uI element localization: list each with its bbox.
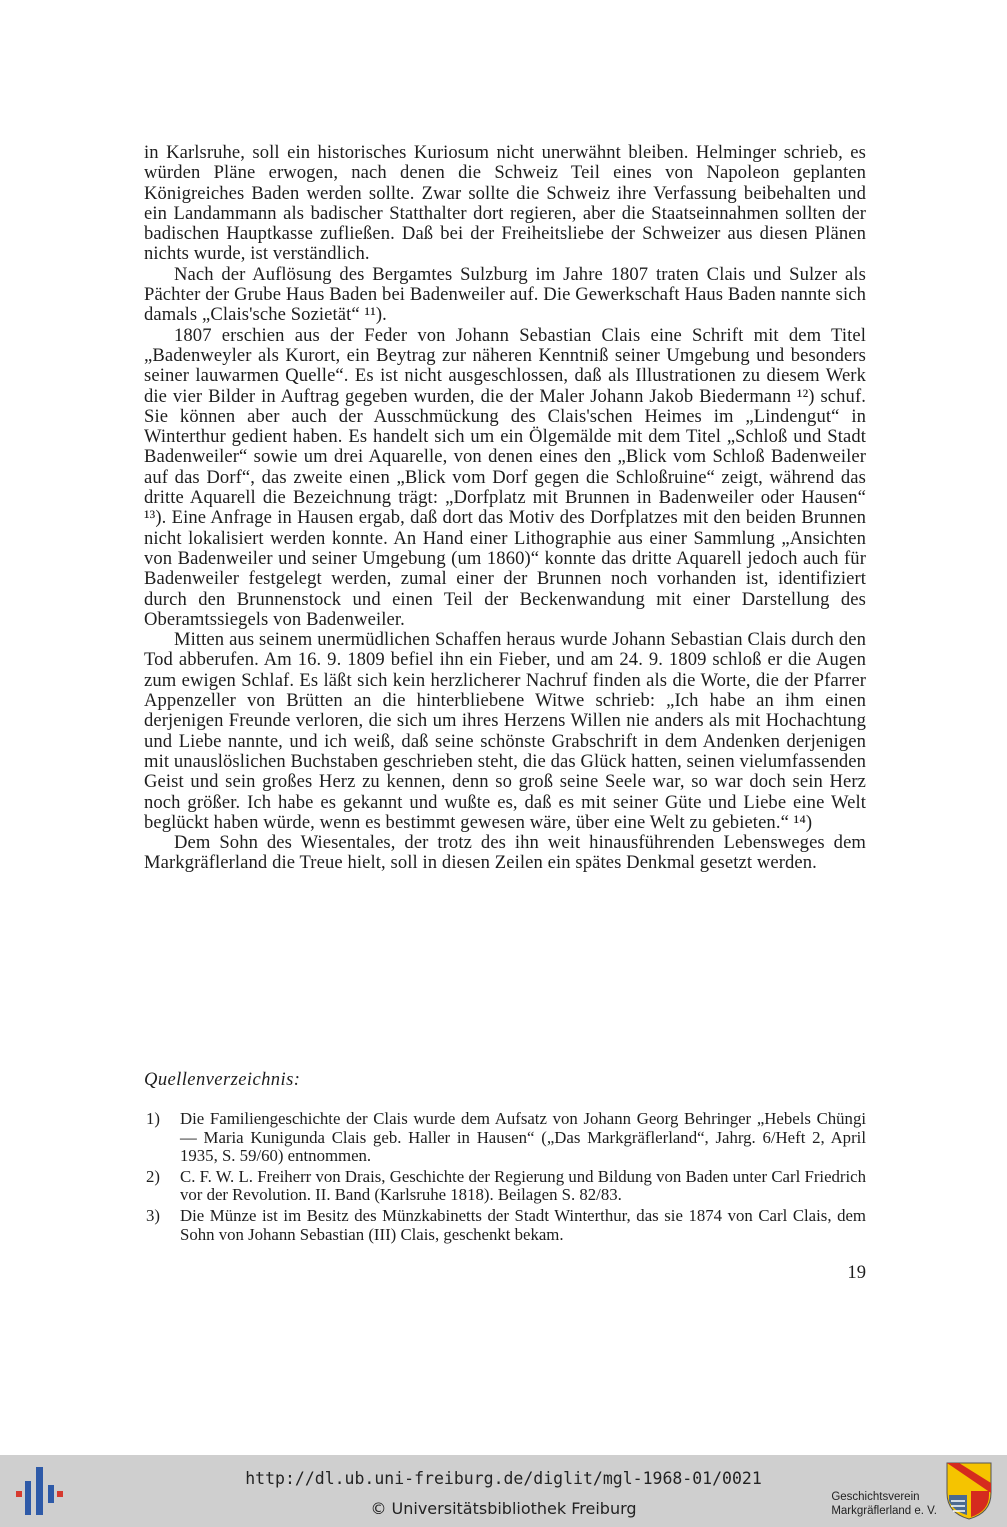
source-text: Die Familiengeschichte der Clais wurde dem Aufsatz von Johann Georg Behringer „Hebels Chüngi — Maria Kunigunda Clais geb. Haller in Hausen“ („Das Markgräflerland“, Jahrg. 6/Heft 2, April 1935, S. 59/60) entnommen. [180, 1109, 866, 1166]
source-text: Die Münze ist im Besitz des Münzkabinetts der Stadt Winterthur, das sie 1874 von Carl Clais, dem Sohn von Johann Sebastian (III) Clais, geschenkt bekam. [180, 1205, 866, 1244]
society-line: Geschichtsverein [831, 1491, 920, 1503]
sources-list [144, 1110, 866, 1246]
source-item [144, 1168, 866, 1205]
source-text: C. F. W. L. Freiherr von Drais, Geschichte der Regierung und Bildung von Baden unter Carl Friedrich vor der Revolution. II. Band (Karlsruhe 1818). Beilagen S. 82/83. [180, 1166, 866, 1205]
source-number: 2) [146, 1166, 160, 1186]
source-item [144, 1110, 866, 1166]
source-number: 1) [146, 1109, 160, 1128]
source-item [144, 1207, 866, 1244]
sources-heading: Quellenverzeichnis: [144, 1069, 301, 1090]
paragraph: in Karlsruhe, soll ein historisches Kuriosum nicht unerwähnt bleiben. Helminger schrieb, es würden Pläne erwogen, nach denen die Schweiz Teil eines von Napoleon geplanten Königreiches Baden werden sollte. Zwar sollte die Schweiz ihre Verfassung beibehalten und ein Landammann als badischer Statthalter dort regieren, aber die Staatseinnahmen sollten der badischen Hauptkasse zufließen. Daß bei der Freiheitsliebe der Schweizer aus diesen Plänen nichts wurde, ist verständlich. [144, 142, 866, 265]
society-line: Markgräflerland e. V. [831, 1505, 937, 1517]
body-text [144, 143, 866, 874]
coat-of-arms-icon [945, 1461, 993, 1521]
paragraph: 1807 erschien aus der Feder von Johann Sebastian Clais eine Schrift mit dem Titel „Badenweyler als Kurort, ein Beytrag zur näheren Kenntniß seiner Umgebung und besonders seiner lauwarmen Quelle“. Es ist nicht ausgeschlossen, daß als Illustrationen zu diesem Werk die vier Bilder in Auftrag gegeben wurden, die der Maler Johann Jakob Biedermann ¹²) schuf. Sie können aber auch der Ausschmückung des Clais'schen Heimes im „Lindengut“ in Winterthur gedient haben. Es handelt sich um ein Ölgemälde mit dem Titel „Schloß und Stadt Badenweiler“ sowie um drei Aquarelle, von denen eines den „Blick vom Schloß Badenweiler auf das Dorf“, das zweite einen „Blick vom Dorf gegen die Schloßruine“ zeigt, während das dritte Aquarell die Bezeichnung trägt: „Dorfplatz mit Brunnen in Badenweiler oder Hausen“ ¹³). Eine Anfrage in Hausen ergab, daß dort das Motiv des Dorfplatzes mit den beiden Brunnen nicht lokalisiert werden konnte. An Hand einer Lithographie aus einer Sammlung „Ansichten von Badenweiler und seiner Umgebung (um 1860)“ konnte das dritte Aquarell jedoch auch für Badenweiler festgelegt werden, zumal einer der Brunnen noch vorhanden ist, identifiziert durch den Brunnenstock und einen Teil der Beckenwandung mit einer Darstellung des Oberamtssiegels von Badenweiler. [144, 324, 866, 630]
source-number: 3) [146, 1205, 160, 1225]
paragraph: Dem Sohn des Wiesentales, der trotz des ihn weit hinausführenden Lebensweges dem Markgräflerland die Treue hielt, soll in diesen Zeilen ein spätes Denkmal gesetzt werden. [144, 832, 866, 874]
paragraph: Mitten aus seinem unermüdlichen Schaffen heraus wurde Johann Sebastian Clais durch den Tod abberufen. Am 16. 9. 1809 befiel ihn ein Fieber, und am 24. 9. 1809 schloß er die Augen zum ewigen Schlaf. Es läßt sich kein herzlicherer Nachruf finden als die Worte, die der Pfarrer Appenzeller von Brütten an die hinterbliebene Witwe schrieb: „Ich habe an ihm einen derjenigen Freunde verloren, die sich um ihres Herzens Willen nie anders als mit Hochachtung und Liebe nannte, und ich weiß, daß seine schönste Grabschrift in dem Andenken derjenigen mit unauslöslichen Buchstaben geschrieben steht, die das Glück hatten, seinen vielumfassenden Geist und sein großes Herz zu kennen, denn so groß seine Seele war, so war doch sein Herz noch größer. Ich habe es gekannt und wußte es, daß es mit seiner Güte und Liebe eine Welt beglückt haben würde, wenn es bestimmt gewesen wäre, über eine Welt zu gebieten.“ ¹⁴) [144, 629, 866, 833]
page-number: 19 [847, 1262, 866, 1283]
document-url-link[interactable]: http://dl.ub.uni-freiburg.de/diglit/mgl-1968-01/0021 [245, 1469, 762, 1488]
copyright-text: © Universitätsbibliothek Freiburg [370, 1499, 637, 1518]
paragraph: Nach der Auflösung des Bergamtes Sulzburg im Jahre 1807 traten Clais und Sulzer als Pächter der Grube Haus Baden bei Badenweiler auf. Die Gewerkschaft Haus Baden nannte sich damals „Clais'sche Sozietät“ ¹¹). [144, 263, 866, 326]
society-name [831, 1490, 937, 1518]
footer-bar [0, 1455, 1007, 1527]
